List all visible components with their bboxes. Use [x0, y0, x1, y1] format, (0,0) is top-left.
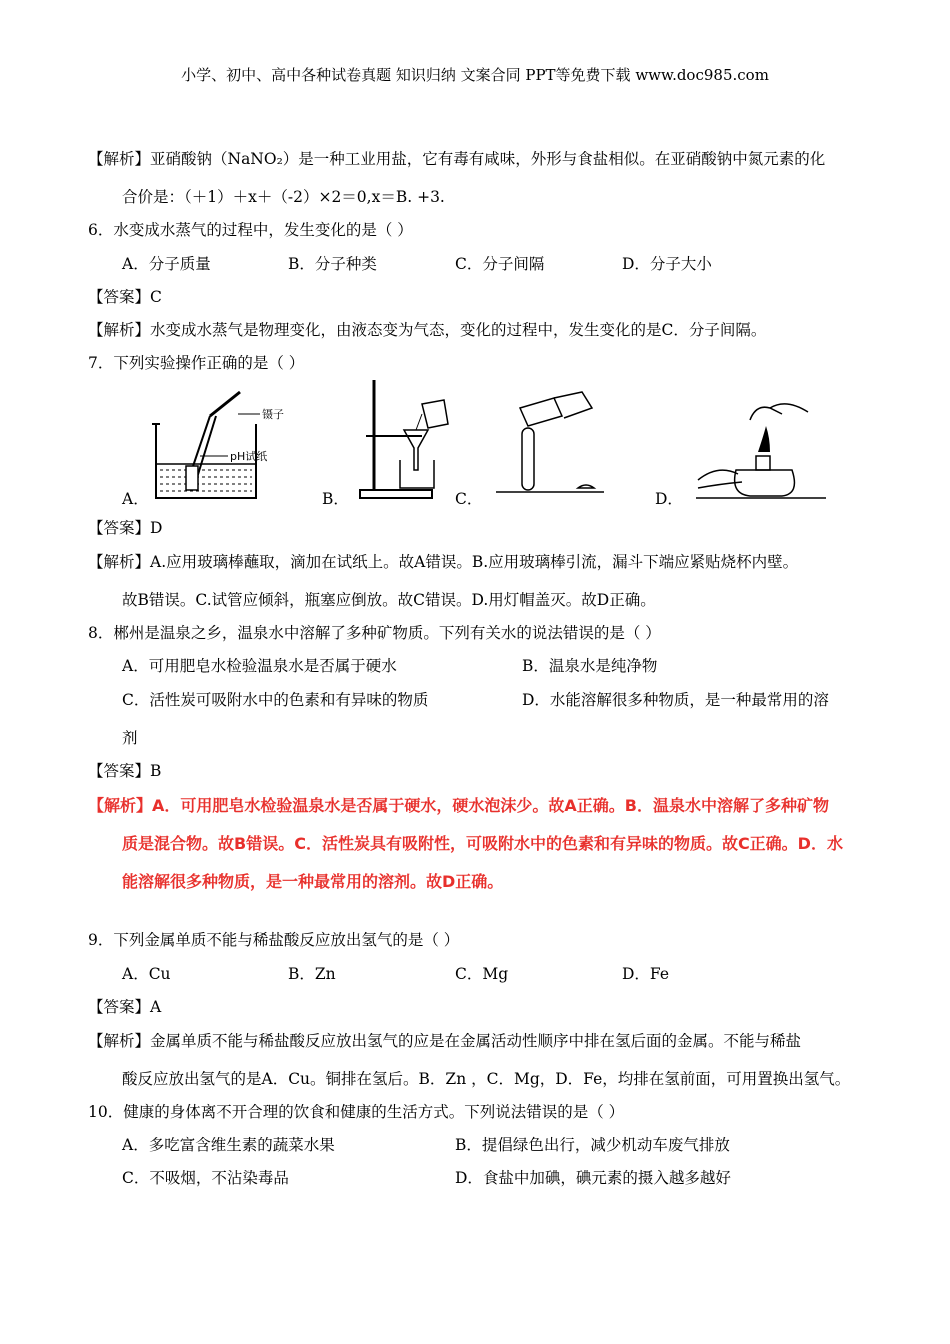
q7-option-a: A．: [122, 490, 149, 508]
page-header: 小学、初中、高中各种试卷真题 知识归纳 文案合同 PPT等免费下载 www.doc985.com: [181, 66, 769, 84]
q5-analysis-line-1: 【解析】亚硝酸钠（NaNO₂）是一种工业用盐，它有毒有咸味，外形与食盐相似。在亚硝酸钠中氮元素的化: [88, 150, 826, 168]
q7-option-b: B．: [322, 490, 349, 508]
pouring-figure: [492, 388, 612, 498]
q6-option-d: D．分子大小: [622, 255, 712, 273]
filtration-figure: [352, 378, 452, 502]
q7-analysis-line-2: 故B错误。C.试管应倾斜，瓶塞应倒放。故C错误。D.用灯帽盖灭。故D正确。: [122, 591, 656, 609]
q10-option-b: B．提倡绿色出行，减少机动车废气排放: [455, 1136, 730, 1154]
alcohol-lamp-figure: [690, 394, 830, 502]
q9-option-a: A．Cu: [122, 965, 171, 983]
q9-analysis-line-2: 酸反应放出氢气的是A．Cu。铜排在氢后。B．Zn ，C．Mg，D．Fe，均排在氢前面，可用置换出氢气。: [122, 1070, 851, 1088]
q8-analysis-line-1: 【解析】A．可用肥皂水检验温泉水是否属于硬水，硬水泡沫少。故A正确。B．温泉水中溶解了多种矿物: [88, 796, 829, 815]
q6-stem: 6．水变成水蒸气的过程中，发生变化的是（ ）: [88, 221, 413, 239]
q6-option-a: A．分子质量: [122, 255, 211, 273]
q8-stem: 8．郴州是温泉之乡，温泉水中溶解了多种矿物质。下列有关水的说法错误的是（ ）: [88, 624, 661, 642]
q10-option-d: D．食盐中加碘，碘元素的摄入越多越好: [455, 1169, 731, 1187]
q7-figure-a: [148, 386, 318, 508]
q7-answer: 【答案】D: [88, 519, 163, 537]
beaker-tweezers-figure: [148, 386, 318, 504]
q6-option-c: C．分子间隔: [455, 255, 545, 273]
q8-answer: 【答案】B: [88, 762, 162, 780]
q9-option-d: D．Fe: [622, 965, 670, 983]
q9-option-b: B．Zn: [288, 965, 336, 983]
q8-analysis-line-2: 质是混合物。故B错误。C．活性炭具有吸附性，可吸附水中的色素和有异味的物质。故C正确。D．水: [122, 834, 843, 853]
q8-option-c: C．活性炭可吸附水中的色素和有异味的物质: [122, 691, 429, 709]
q8-option-d: D．水能溶解很多种物质，是一种最常用的溶: [522, 691, 829, 709]
q9-option-c: C．Mg: [455, 965, 509, 983]
ph-paper-label: pH试纸: [230, 450, 268, 463]
q7-figure-d: [690, 394, 830, 506]
q6-option-b: B．分子种类: [288, 255, 377, 273]
q10-option-a: A．多吃富含维生素的蔬菜水果: [122, 1136, 335, 1154]
q6-analysis: 【解析】水变成水蒸气是物理变化，由液态变为气态，变化的过程中，发生变化的是C．分子间隔。: [88, 321, 767, 339]
q10-option-c: C．不吸烟，不沾染毒品: [122, 1169, 289, 1187]
q8-analysis-line-3: 能溶解很多种物质，是一种最常用的溶剂。故D正确。: [122, 872, 504, 891]
q7-figure-b: [352, 378, 452, 506]
q7-option-d: D．: [655, 490, 683, 508]
q7-figure-c: [492, 388, 612, 502]
q6-answer: 【答案】C: [88, 288, 162, 306]
tweezers-label: 镊子: [262, 408, 284, 421]
q8-option-a: A．可用肥皂水检验温泉水是否属于硬水: [122, 657, 397, 675]
q8-option-d-cont: 剂: [122, 729, 138, 747]
q9-analysis-line-1: 【解析】金属单质不能与稀盐酸反应放出氢气的应是在金属活动性顺序中排在氢后面的金属。不能与稀盐: [88, 1032, 802, 1050]
q7-stem: 7．下列实验操作正确的是（ ）: [88, 354, 305, 372]
q7-analysis-line-1: 【解析】A.应用玻璃棒蘸取，滴加在试纸上。故A错误。B.应用玻璃棒引流，漏斗下端应紧贴烧杯内壁。: [88, 553, 799, 571]
q7-option-c: C．: [455, 490, 483, 508]
q8-option-b: B．温泉水是纯净物: [522, 657, 658, 675]
q5-analysis-line-2: 合价是：（＋1）＋x＋（-2）×2＝0,x＝B. +3.: [122, 188, 445, 206]
q9-answer: 【答案】A: [88, 998, 162, 1016]
q9-stem: 9．下列金属单质不能与稀盐酸反应放出氢气的是（ ）: [88, 931, 460, 949]
q10-stem: 10．健康的身体离不开合理的饮食和健康的生活方式。下列说法错误的是（ ）: [88, 1103, 625, 1121]
